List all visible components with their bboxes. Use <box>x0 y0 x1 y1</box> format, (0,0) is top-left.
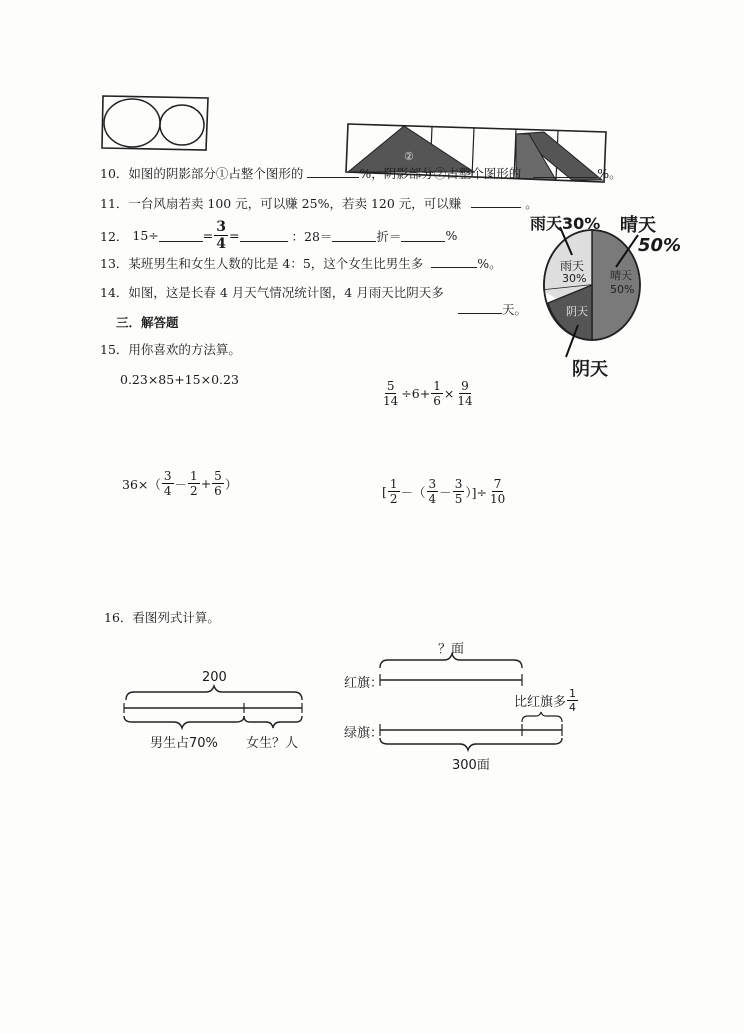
pie-sunny-pct: 50% <box>610 283 635 296</box>
flags-diagram <box>344 636 594 776</box>
e2-operator-2: × <box>443 386 455 401</box>
red-flag-label: 红旗： <box>344 676 384 691</box>
q10-mid: %，阴影部分②占整个图形的 <box>359 166 522 181</box>
q12-eq-2: = <box>229 228 240 243</box>
q15-text: 用你喜欢的方法算。 <box>128 342 241 357</box>
pie-rain-pct: 30% <box>562 272 587 285</box>
e3-postfix: ） <box>224 476 238 492</box>
more-text: 比红旗多 <box>514 695 567 710</box>
q13-end: %。 <box>477 256 502 271</box>
pie-cloudy-label: 阴天 <box>566 305 588 318</box>
e4-operator-3: ）]÷ <box>465 484 487 500</box>
e4-operator-1: －（ <box>400 484 426 500</box>
hand-sunny-pct-note: 50% <box>638 235 682 256</box>
circles-figure <box>100 94 210 152</box>
e3-fraction-2: $\frac{1}{2}$ <box>190 469 198 498</box>
q14-blank[interactable] <box>458 301 502 314</box>
q15-expression-1: 0.23×85+15×0.23 <box>120 372 239 387</box>
q10-blank-2[interactable] <box>533 165 597 178</box>
girls-label: 女生？人 <box>246 736 299 751</box>
q10-text: 如图的阴影部分①占整个图形的 <box>128 166 304 181</box>
e3-prefix: 36×（ <box>122 476 161 492</box>
q11-end: 。 <box>525 196 538 211</box>
e2-fraction-3: $\frac{9}{14}$ <box>457 379 473 408</box>
boys-girls-diagram <box>118 670 318 760</box>
pie-sunny-label: 晴天 <box>610 269 632 282</box>
e4-fraction-1: $\frac{1}{2}$ <box>389 477 398 506</box>
question-13 <box>100 254 502 272</box>
q15-expression-2 <box>380 380 476 407</box>
q16-text: 看图列式计算。 <box>132 610 220 625</box>
e3-operator-2: + <box>200 476 212 491</box>
e4-prefix: [ <box>382 484 387 499</box>
circles-svg <box>100 94 210 152</box>
weather-pie-chart <box>520 205 744 385</box>
red-top-label: ？面 <box>438 642 465 657</box>
q14-text: 如图，这是长春 4 月天气情况统计图，4 月雨天比阴天多 <box>128 285 444 300</box>
e4-operator-2: － <box>439 484 452 500</box>
e3-fraction-1: $\frac{3}{4}$ <box>163 469 172 498</box>
more-label <box>514 688 579 713</box>
more-fraction: $\frac{1}{4}$ <box>569 687 577 714</box>
q14-number: 14． <box>100 285 129 300</box>
q12-part-2: ：28＝ <box>291 228 333 244</box>
q12-blank-3[interactable] <box>332 229 376 242</box>
q12-blank-2[interactable] <box>240 229 288 242</box>
hand-rain-note: 雨天30% <box>530 214 601 233</box>
q12-fraction: $\frac{3}{4}$ <box>216 219 227 252</box>
e2-fraction-1: $\frac{5}{14}$ <box>383 379 399 408</box>
q15-number: 15． <box>100 342 129 357</box>
q12-number: 12． <box>100 228 129 244</box>
q10-blank-1[interactable] <box>307 165 359 178</box>
question-16 <box>104 608 220 626</box>
q15-expression-4 <box>382 478 508 505</box>
question-14-answer <box>458 300 527 318</box>
question-11 <box>100 194 538 212</box>
section-3-title: 三．解答题 <box>116 315 179 330</box>
q15-expression-3 <box>122 470 237 497</box>
q13-text: 某班男生和女生人数的比是 4：5，这个女生比男生多 <box>128 256 424 271</box>
q13-blank[interactable] <box>431 255 477 268</box>
q12-blank-4[interactable] <box>401 229 445 242</box>
q10-end: %。 <box>597 166 622 181</box>
question-15 <box>100 340 241 358</box>
q12-end: % <box>445 228 458 243</box>
q10-number: 10． <box>100 166 129 181</box>
pie-rain-label: 雨天 <box>560 259 585 273</box>
q12-part-1: 15÷ <box>132 228 159 243</box>
hand-cloudy-note: 阴天 <box>572 359 608 380</box>
hand-sunny-note: 晴天 <box>620 215 656 236</box>
e2-operator-1: ÷6+ <box>401 386 431 401</box>
green-bottom-label: 300面 <box>452 758 490 773</box>
bar-mark: ② <box>404 150 414 163</box>
e4-fraction-3: $\frac{3}{5}$ <box>454 477 463 506</box>
q12-eq-1: = <box>202 228 214 243</box>
e4-fraction-4: $\frac{7}{10}$ <box>489 477 506 506</box>
q11-text: 一台风扇若卖 100 元，可以赚 25%，若卖 120 元，可以赚 <box>128 196 462 211</box>
q12-blank-1[interactable] <box>159 229 203 242</box>
question-12 <box>100 220 457 251</box>
total-label: 200 <box>202 670 227 685</box>
q11-blank[interactable] <box>471 195 521 208</box>
e2-fraction-2: $\frac{1}{6}$ <box>433 379 441 408</box>
q13-number: 13． <box>100 256 129 271</box>
q11-number: 11． <box>100 196 129 211</box>
q12-part-3: 折＝ <box>376 228 402 244</box>
q16-number: 16． <box>104 610 133 625</box>
e4-fraction-2: $\frac{3}{4}$ <box>428 477 437 506</box>
q14-end: 天。 <box>502 302 528 317</box>
green-flag-label: 绿旗： <box>344 726 384 741</box>
e3-operator-1: － <box>174 476 188 492</box>
e3-fraction-3: $\frac{5}{6}$ <box>214 469 222 498</box>
question-10 <box>100 164 622 182</box>
boys-label: 男生占70% <box>150 736 218 751</box>
question-14 <box>100 283 444 301</box>
